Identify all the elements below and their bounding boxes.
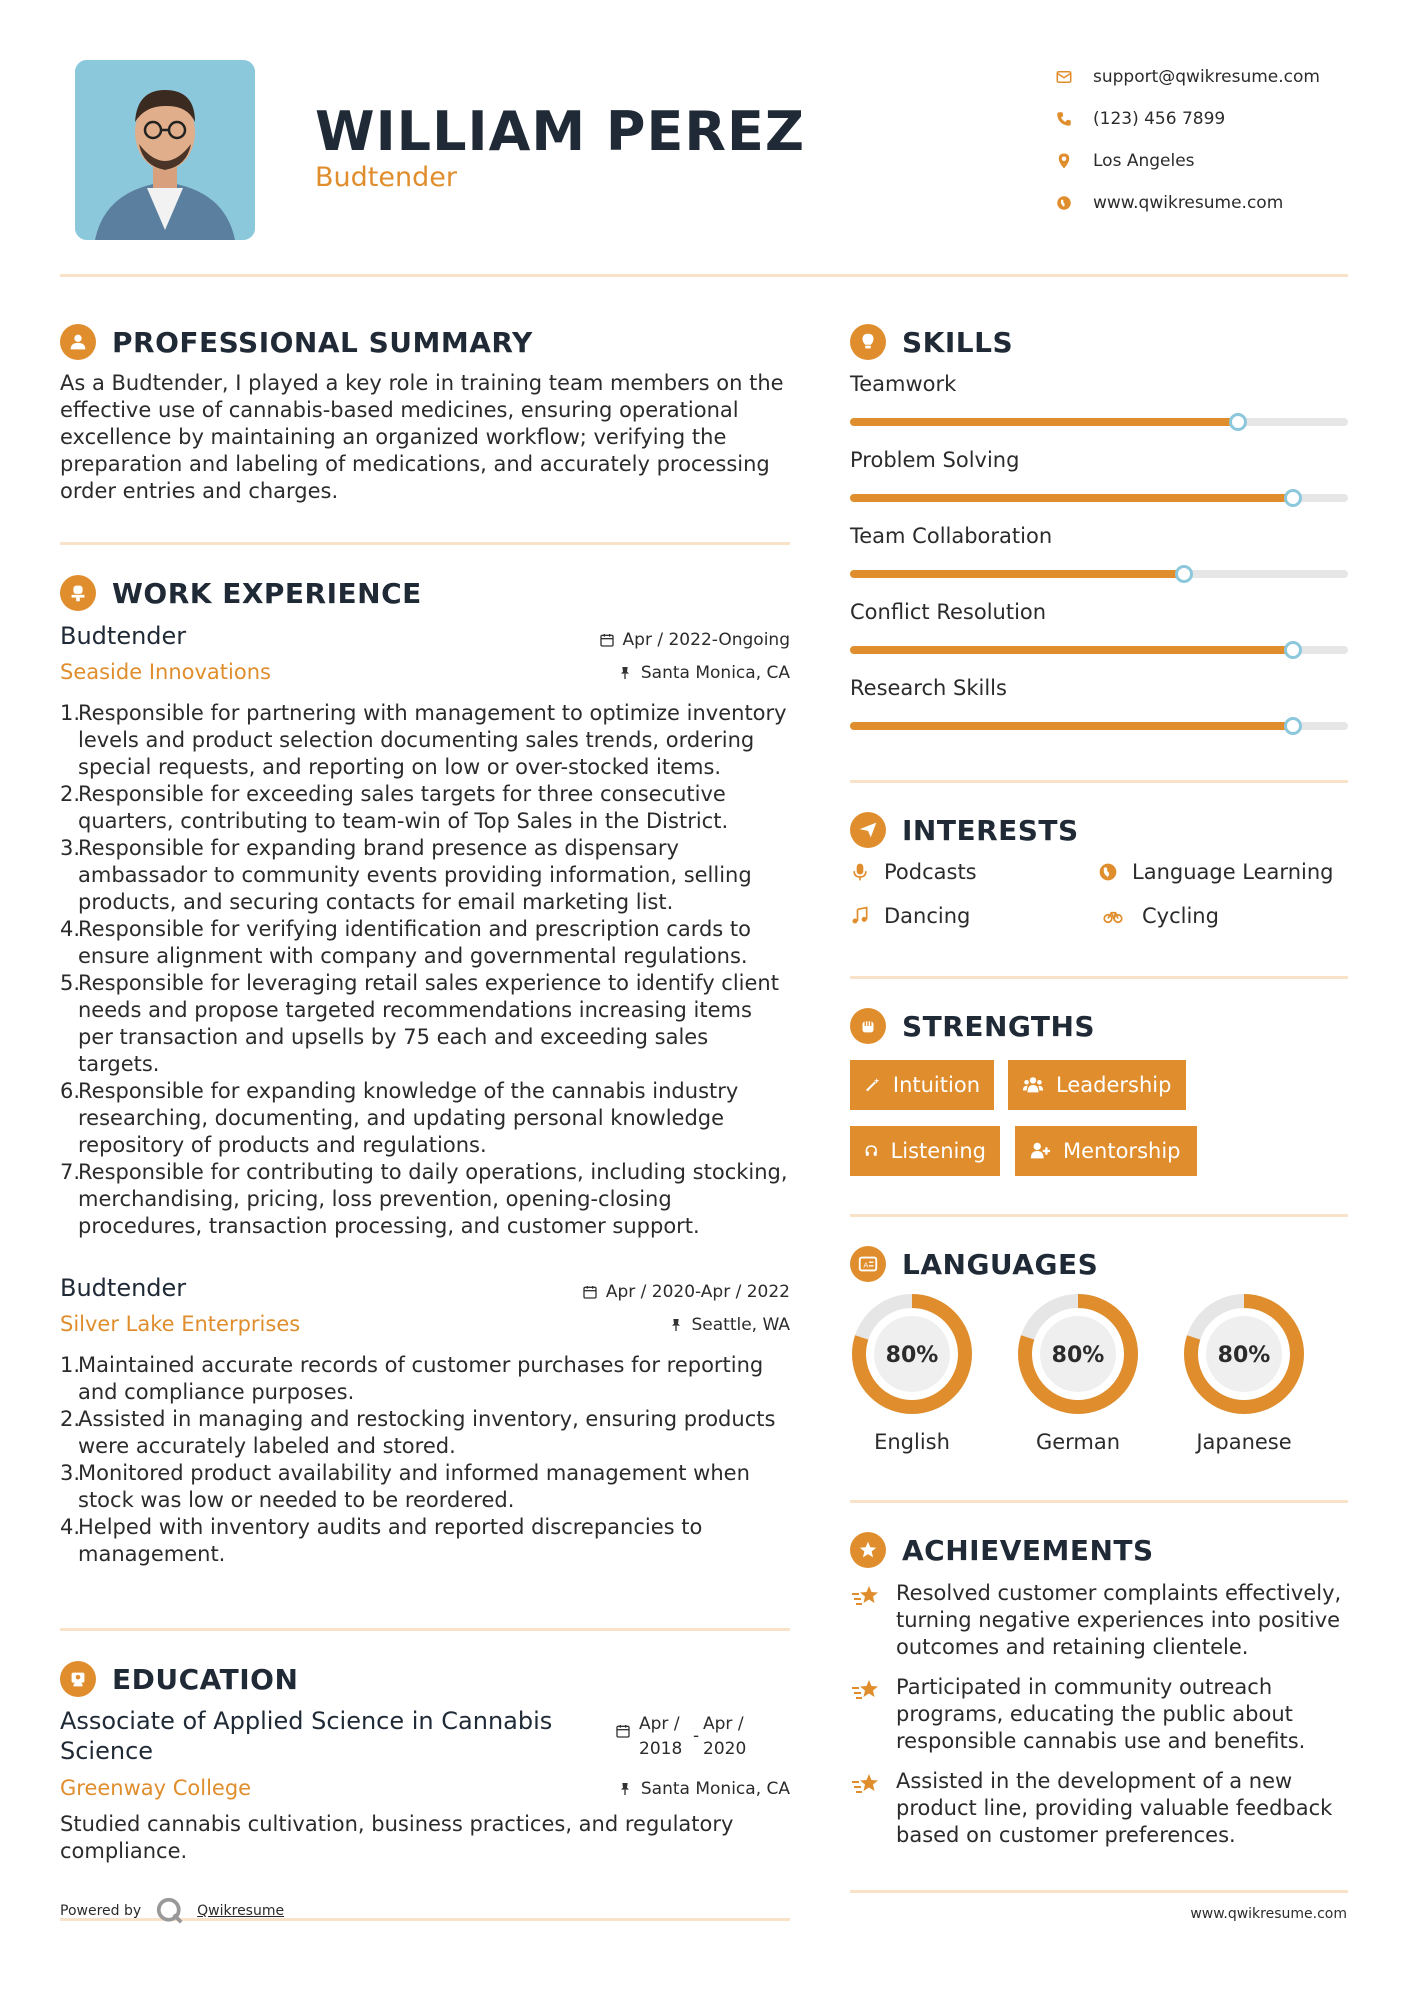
- strengths-heading: [850, 1008, 1095, 1044]
- skill-bar: [850, 646, 1348, 654]
- list-item: 6. Responsible for expanding knowledge of the cannabis industry researching, documenting, and updating personal knowledge repository of products and regulations.: [60, 1079, 739, 1157]
- summary-line: excellence by maintaining an organized workflow; verifying the: [60, 425, 727, 449]
- list-item: 3. Responsible for expanding brand presence as dispensary ambassador to community events providing information, selling products, and securing contacts for email marketing list.: [60, 836, 752, 914]
- degree-line: Science: [60, 1737, 154, 1765]
- skill-item: [850, 524, 1348, 548]
- header-divider: [60, 274, 1348, 277]
- language-item: [1016, 1292, 1140, 1454]
- languages-divider: [850, 1500, 1348, 1503]
- user-icon: [60, 324, 96, 360]
- calendar-icon: [599, 632, 615, 648]
- achievement-item: [850, 1768, 1350, 1849]
- education-desc-line: compliance.: [60, 1839, 188, 1863]
- strength-label: Listening: [890, 1139, 986, 1163]
- list-item: 1. Maintained accurate records of customer purchases for reporting and compliance purposes.: [60, 1353, 764, 1404]
- job-location: [617, 663, 790, 683]
- achievement-line: outcomes and retaining clientele.: [896, 1635, 1249, 1659]
- candidate-role: Budtender: [315, 162, 457, 193]
- list-item: 5. Responsible for leveraging retail sales experience to identify client needs and propose targeted recommendations increasing items per transaction and upsells by 75 each and exceeding sales targets.: [60, 971, 779, 1076]
- education-title: EDUCATION: [112, 1662, 299, 1696]
- achievement-line: Assisted in the development of a new: [896, 1769, 1293, 1793]
- job-dates-text: Apr / 2022-Ongoing: [622, 630, 790, 650]
- location-text: Los Angeles: [1093, 151, 1195, 171]
- job-dates: [582, 1282, 790, 1302]
- language-label: English: [874, 1430, 950, 1454]
- skill-label: Research Skills: [850, 676, 1007, 700]
- achievement-line: based on customer preferences.: [896, 1823, 1236, 1847]
- language-percent: 80%: [1217, 1343, 1271, 1368]
- strength-label: Intuition: [892, 1073, 980, 1097]
- job-entry: [60, 1274, 790, 1568]
- interest-label: Dancing: [884, 904, 971, 928]
- paper-plane-icon: [850, 812, 886, 848]
- interest-item: [1098, 860, 1333, 884]
- list-item: 4. Responsible for verifying identification and prescription cards to ensure alignment with company and governmental regulations.: [60, 917, 752, 968]
- achievement-line: responsible cannabis use and benefits.: [896, 1729, 1306, 1753]
- language-percent: 80%: [1051, 1343, 1105, 1368]
- powered-by: [60, 1896, 284, 1926]
- achievement-item: [850, 1674, 1350, 1755]
- skill-bar-knob: [1284, 489, 1302, 507]
- skill-bar-knob: [1229, 413, 1247, 431]
- skill-bar-fill: [850, 722, 1293, 730]
- language-ring: [1016, 1292, 1140, 1416]
- graduate-icon: [60, 1661, 96, 1697]
- end-date: Apr /: [703, 1714, 744, 1734]
- summary-line: As a Budtender, I played a key role in training team members on the: [60, 371, 784, 395]
- powered-by-label: Powered by: [60, 1903, 142, 1919]
- skill-item: [850, 600, 1348, 624]
- language-ring: [1182, 1292, 1306, 1416]
- start-date: Apr /: [639, 1714, 680, 1734]
- job-company: Silver Lake Enterprises: [60, 1312, 301, 1336]
- skill-label: Conflict Resolution: [850, 600, 1047, 624]
- job-location: [668, 1315, 791, 1335]
- interests-divider: [850, 976, 1348, 979]
- work-divider: [60, 1628, 790, 1631]
- pushpin-icon: [668, 1317, 684, 1333]
- skill-bar-fill: [850, 494, 1293, 502]
- degree-line: Associate of Applied Science in Cannabis: [60, 1707, 553, 1735]
- skill-bar: [850, 570, 1348, 578]
- skill-bar-fill: [850, 570, 1184, 578]
- job-dates-text: Apr / 2020-Apr / 2022: [605, 1282, 790, 1302]
- shooting-star-icon: [850, 1768, 882, 1800]
- achievements-heading: [850, 1532, 1154, 1568]
- summary-heading: [60, 324, 533, 360]
- skills-divider: [850, 780, 1348, 783]
- achievement-item: [850, 1580, 1350, 1661]
- education-heading: [60, 1661, 298, 1697]
- achievement-text: [896, 1580, 1341, 1661]
- headphones-icon: [864, 1140, 879, 1162]
- language-percent: 80%: [885, 1343, 939, 1368]
- achievement-line: turning negative experiences into positive: [896, 1608, 1341, 1632]
- summary-title: PROFESSIONAL SUMMARY: [112, 325, 533, 359]
- skill-item: [850, 448, 1348, 472]
- envelope-icon: [1055, 68, 1073, 86]
- globe-icon: [1098, 862, 1118, 882]
- strength-label: Mentorship: [1063, 1139, 1181, 1163]
- work-heading: [60, 575, 422, 611]
- phone-icon: [1055, 110, 1073, 128]
- language-ring: [850, 1292, 974, 1416]
- job-company: Seaside Innovations: [60, 660, 271, 684]
- bicycle-icon: [1098, 906, 1128, 926]
- job-bullets: [60, 700, 790, 1240]
- degree-title: [60, 1706, 580, 1766]
- summary-text: [60, 370, 800, 505]
- job-dates: [599, 630, 790, 650]
- skill-bar: [850, 418, 1348, 426]
- language-label: German: [1035, 1430, 1121, 1454]
- interest-item: [1098, 904, 1219, 928]
- candidate-name: WILLIAM PEREZ: [315, 100, 805, 163]
- skills-title: SKILLS: [902, 325, 1014, 359]
- education-location: [617, 1779, 790, 1799]
- list-item: 2. Assisted in managing and restocking inventory, ensuring products were accurately labeled and stored.: [60, 1407, 776, 1458]
- pushpin-icon: [617, 665, 633, 681]
- skill-label: Problem Solving: [850, 448, 1020, 472]
- interests-heading: [850, 812, 1079, 848]
- education-description: [60, 1811, 800, 1865]
- job-title: Budtender: [60, 1274, 187, 1302]
- achievement-text: [896, 1768, 1332, 1849]
- lightbulb-icon: [850, 324, 886, 360]
- website-text: www.qwikresume.com: [1093, 193, 1284, 213]
- profile-photo: [75, 60, 255, 240]
- qwikresume-logo-icon: [155, 1896, 185, 1926]
- strength-chip: [1015, 1126, 1197, 1176]
- language-item: [1182, 1292, 1306, 1454]
- language-item: [850, 1292, 974, 1454]
- education-dates: Apr / 2018 - Apr / 2020: [615, 1712, 746, 1762]
- interest-label: Language Learning: [1132, 860, 1334, 884]
- achievement-line: programs, educating the public about: [896, 1702, 1293, 1726]
- job-bullets: [60, 1352, 790, 1568]
- contact-phone[interactable]: [1055, 98, 1375, 140]
- skill-bar: [850, 494, 1348, 502]
- school-name: Greenway College: [60, 1776, 252, 1800]
- contact-email[interactable]: [1055, 56, 1375, 98]
- interests-title: INTERESTS: [902, 813, 1079, 847]
- achievement-text: [896, 1674, 1305, 1755]
- star-badge-icon: [850, 1532, 886, 1568]
- list-item: 7. Responsible for contributing to daily operations, including stocking, merchandising, pricing, loss prevention, opening-closing procedures, transaction processing, and customer support.: [60, 1160, 788, 1238]
- list-item: 1. Responsible for partnering with management to optimize inventory levels and product selection documenting sales trends, ordering special requests, and reporting on low or over-stocked items.: [60, 701, 787, 779]
- skill-bar-knob: [1284, 641, 1302, 659]
- job-location-text: Santa Monica, CA: [640, 663, 790, 683]
- pushpin-icon: [617, 1781, 633, 1797]
- magic-wand-icon: [864, 1074, 881, 1096]
- achievements-title: ACHIEVEMENTS: [902, 1533, 1154, 1567]
- strengths-title: STRENGTHS: [902, 1009, 1096, 1043]
- strength-chip: [850, 1060, 994, 1110]
- interest-item: [850, 860, 977, 884]
- summary-line: preparation and labeling of medications, and accurately processing: [60, 452, 770, 476]
- end-date: 2020: [703, 1739, 747, 1759]
- footer-website[interactable]: www.qwikresume.com: [1190, 1906, 1347, 1922]
- shooting-star-icon: [850, 1674, 882, 1706]
- skill-bar-fill: [850, 646, 1293, 654]
- calendar-icon: [582, 1284, 598, 1300]
- phone-text: (123) 456 7899: [1093, 109, 1226, 129]
- briefcase-icon: [60, 575, 96, 611]
- education-desc-line: Studied cannabis cultivation, business practices, and regulatory: [60, 1812, 734, 1836]
- interest-label: Podcasts: [884, 860, 977, 884]
- music-note-icon: [850, 906, 870, 926]
- interest-label: Cycling: [1142, 904, 1219, 928]
- skill-label: Teamwork: [850, 372, 957, 396]
- language-card-icon: [850, 1246, 886, 1282]
- shooting-star-icon: [850, 1580, 882, 1612]
- strength-label: Leadership: [1056, 1073, 1172, 1097]
- job-entry: [60, 622, 790, 1240]
- summary-line: effective use of cannabis-based medicines, ensuring operational: [60, 398, 739, 422]
- brand-link[interactable]: Qwikresume: [197, 1903, 285, 1919]
- summary-divider: [60, 542, 790, 545]
- strength-chip: [1008, 1060, 1186, 1110]
- contact-website[interactable]: [1055, 182, 1375, 224]
- person-avatar-icon: [75, 60, 255, 240]
- work-title: WORK EXPERIENCE: [112, 576, 422, 610]
- contact-block: [1055, 56, 1375, 224]
- globe-icon: [1055, 194, 1073, 212]
- achievements-divider: [850, 1890, 1348, 1893]
- start-date: 2018: [639, 1739, 683, 1759]
- list-item: 3. Monitored product availability and informed management when stock was low or needed to be reordered.: [60, 1461, 750, 1512]
- skill-bar-fill: [850, 418, 1238, 426]
- fist-icon: [850, 1008, 886, 1044]
- skill-bar-knob: [1284, 717, 1302, 735]
- language-label: Japanese: [1196, 1430, 1292, 1454]
- location-pin-icon: [1055, 152, 1073, 170]
- languages-title: LANGUAGES: [902, 1247, 1099, 1281]
- achievement-line: Participated in community outreach: [896, 1675, 1273, 1699]
- summary-line: order entries and charges.: [60, 479, 339, 503]
- strength-chip: [850, 1126, 1000, 1176]
- strengths-divider: [850, 1214, 1348, 1217]
- microphone-icon: [850, 862, 870, 882]
- svg-text:A: A: [863, 1260, 869, 1270]
- languages-heading: [850, 1246, 1098, 1282]
- skill-bar-knob: [1175, 565, 1193, 583]
- interest-item: [850, 904, 970, 928]
- email-text: support@qwikresume.com: [1093, 67, 1320, 87]
- users-icon: [1022, 1074, 1044, 1096]
- achievement-line: Resolved customer complaints effectively,: [896, 1581, 1342, 1605]
- skill-label: Team Collaboration: [850, 524, 1053, 548]
- user-plus-icon: [1029, 1140, 1051, 1162]
- education-location-text: Santa Monica, CA: [640, 1779, 790, 1799]
- skills-heading: [850, 324, 1013, 360]
- list-item: 4. Helped with inventory audits and reported discrepancies to management.: [60, 1515, 703, 1566]
- job-location-text: Seattle, WA: [691, 1315, 790, 1335]
- achievement-line: product line, providing valuable feedback: [896, 1796, 1333, 1820]
- skill-item: [850, 372, 1348, 396]
- skill-item: [850, 676, 1348, 700]
- list-item: 2. Responsible for exceeding sales targets for three consecutive quarters, contributing to team-win of Top Sales in the District.: [60, 782, 729, 833]
- calendar-icon: [615, 1723, 631, 1739]
- skill-bar: [850, 722, 1348, 730]
- contact-location: [1055, 140, 1375, 182]
- job-title: Budtender: [60, 622, 187, 650]
